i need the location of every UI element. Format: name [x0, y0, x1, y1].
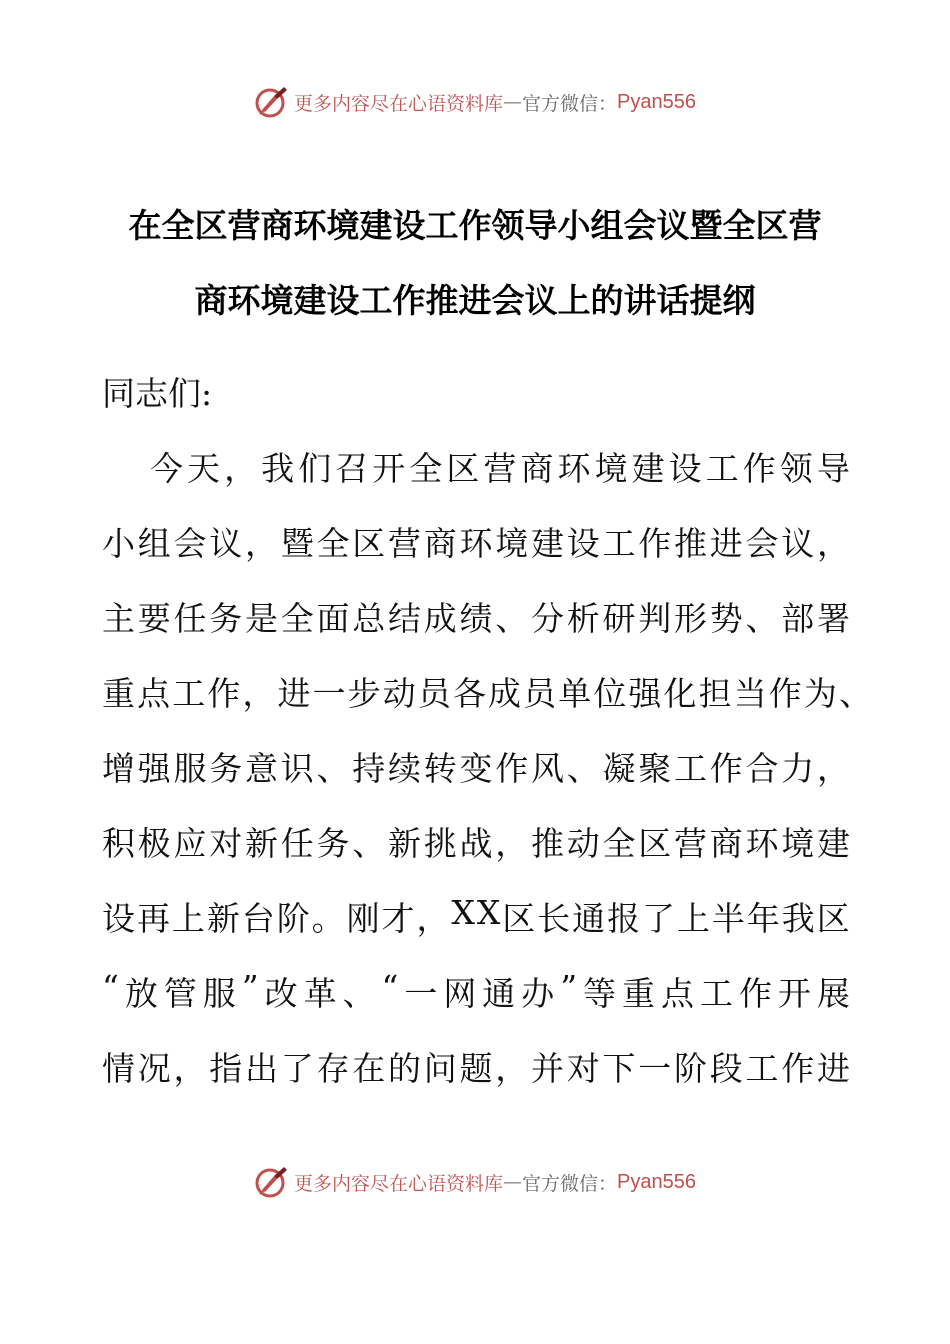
body-line: [102, 668, 872, 715]
document-title-line-1: 在全区营商环境建设工作领导小组会议暨全区营: [128, 206, 822, 245]
body-char: 上: [171, 899, 205, 938]
body-char: 情: [102, 1049, 135, 1088]
body-char: 建: [631, 449, 665, 488]
body-char: 变: [459, 749, 493, 788]
body-char: 长: [537, 899, 571, 938]
body-char: 设: [566, 524, 600, 563]
body-char: 务: [316, 824, 350, 863]
body-char: 重: [622, 974, 656, 1013]
body-char: 环: [745, 824, 779, 863]
body-char: 是: [245, 599, 278, 638]
body-char: 任: [173, 599, 207, 638]
body-line: [102, 518, 850, 565]
body-char: 动: [566, 824, 600, 863]
body-char: ，: [224, 449, 258, 488]
pen-logo-icon: [254, 84, 290, 120]
body-char: 半: [711, 899, 745, 938]
body-char: 风: [531, 749, 564, 788]
body-char: 阶: [276, 899, 310, 938]
body-char: 区: [502, 899, 536, 938]
body-char: 建: [531, 524, 564, 563]
body-char: 作: [495, 749, 529, 788]
body-char: ，: [242, 674, 276, 713]
body-char: 强: [628, 674, 662, 713]
body-char: 、: [566, 749, 600, 788]
body-char: 开: [777, 974, 811, 1013]
pen-logo-icon: [254, 1164, 290, 1200]
body-char: 务: [209, 749, 243, 788]
body-char: 积: [102, 824, 135, 863]
body-char: 况: [137, 1049, 171, 1088]
body-char: 动: [382, 674, 416, 713]
body-char: 任: [280, 824, 314, 863]
body-char: 工: [705, 449, 739, 488]
body-char: 、: [316, 749, 350, 788]
body-line: [102, 968, 850, 1015]
body-char: 问: [423, 1049, 457, 1088]
watermark-site-text: 更多内容尽在心语资料库: [294, 92, 504, 115]
body-char: 续: [388, 749, 421, 788]
body-char: 展: [816, 974, 850, 1013]
body-char: 单: [558, 674, 592, 713]
watermark-site-text: 更多内容尽在心语资料库: [294, 1172, 504, 1195]
body-char: 员: [523, 674, 557, 713]
body-char: 作: [207, 674, 241, 713]
body-char: 商: [709, 824, 743, 863]
body-line: [150, 443, 850, 490]
body-char: 设: [668, 449, 702, 488]
body-char: ，: [245, 524, 278, 563]
body-char: 、: [838, 674, 872, 713]
body-char: 新: [206, 899, 240, 938]
body-char: 们: [298, 449, 332, 488]
body-char: 区: [352, 524, 386, 563]
body-char: 新: [388, 824, 421, 863]
body-char: 合: [745, 749, 779, 788]
body-char: 进: [709, 524, 743, 563]
body-char: 重: [102, 674, 135, 713]
body-char: 开: [372, 449, 406, 488]
watermark-label: 官方微信：: [522, 1172, 618, 1195]
body-char: 工: [699, 974, 733, 1013]
body-char: 务: [209, 599, 243, 638]
body-char: X: [451, 893, 475, 932]
body-char: 全: [280, 599, 314, 638]
body-char: 力: [781, 749, 815, 788]
body-char: 极: [137, 824, 171, 863]
body-char: ，: [495, 824, 529, 863]
body-char: X: [476, 893, 501, 932]
body-char: ”: [560, 968, 578, 1007]
body-char: 署: [817, 599, 850, 638]
body-char: 研: [602, 599, 636, 638]
body-char: 全: [409, 449, 443, 488]
body-char: 放: [124, 974, 158, 1013]
body-char: 步: [347, 674, 381, 713]
body-char: 作: [738, 974, 772, 1013]
body-char: 部: [781, 599, 815, 638]
body-line: [102, 1043, 850, 1090]
body-char: “: [381, 968, 399, 1007]
body-char: 商: [520, 449, 554, 488]
body-char: 结: [388, 599, 421, 638]
body-char: 营: [674, 824, 707, 863]
body-char: 环: [557, 449, 591, 488]
body-char: 出: [245, 1049, 278, 1088]
body-char: 作: [742, 449, 776, 488]
body-char: ，: [817, 749, 850, 788]
body-char: 营: [388, 524, 421, 563]
body-char: 意: [245, 749, 278, 788]
body-char: 组: [137, 524, 171, 563]
body-char: 总: [352, 599, 386, 638]
body-char: 形: [674, 599, 707, 638]
body-char: ”: [241, 968, 259, 1007]
body-char: ，: [416, 899, 450, 938]
body-char: 势: [709, 599, 743, 638]
watermark-dash: —: [503, 91, 523, 113]
body-char: 了: [642, 899, 675, 938]
body-char: 刚: [346, 899, 380, 938]
body-char: 区: [638, 824, 672, 863]
body-char: 主: [102, 599, 135, 638]
body-char: 、: [342, 974, 376, 1013]
body-char: 推: [674, 524, 707, 563]
body-char: 持: [352, 749, 386, 788]
body-char: 各: [452, 674, 486, 713]
body-char: 导: [816, 449, 850, 488]
body-char: 、: [352, 824, 386, 863]
body-char: 、: [745, 599, 779, 638]
body-char: 应: [173, 824, 207, 863]
body-char: 凝: [602, 749, 636, 788]
body-char: 转: [423, 749, 457, 788]
body-char: 绩: [459, 599, 493, 638]
body-char: 改: [264, 974, 298, 1013]
body-char: 革: [303, 974, 337, 1013]
body-char: 挑: [423, 824, 457, 863]
body-char: 要: [137, 599, 171, 638]
body-char: 商: [423, 524, 457, 563]
body-char: 作: [781, 1049, 815, 1088]
body-char: 存: [316, 1049, 350, 1088]
body-char: 担: [698, 674, 732, 713]
body-char: 作: [709, 749, 743, 788]
body-char: 并: [531, 1049, 564, 1088]
body-char: 员: [417, 674, 451, 713]
salutation: 同志们:: [102, 374, 213, 413]
body-line: [102, 593, 850, 640]
body-char: 推: [531, 824, 564, 863]
body-char: 会: [173, 524, 207, 563]
body-char: 了: [280, 1049, 314, 1088]
header-watermark: [0, 82, 950, 122]
body-char: 区: [816, 899, 850, 938]
body-char: 判: [638, 599, 672, 638]
body-char: 进: [277, 674, 311, 713]
body-char: 召: [335, 449, 369, 488]
body-char: 办: [521, 974, 555, 1013]
footer-watermark: [0, 1162, 950, 1202]
body-char: 指: [209, 1049, 243, 1088]
body-char: 通: [572, 899, 606, 938]
body-char: 等: [583, 974, 617, 1013]
body-line: [102, 818, 850, 865]
body-char: 上: [676, 899, 710, 938]
body-char: 全: [602, 824, 636, 863]
watermark-label: 官方微信：: [522, 92, 618, 115]
body-char: 境: [495, 524, 529, 563]
body-char: 下: [602, 1049, 636, 1088]
body-char: 题: [459, 1049, 493, 1088]
body-char: ，: [817, 524, 850, 563]
body-char: 暨: [280, 524, 314, 563]
body-char: 对: [566, 1049, 600, 1088]
body-char: 服: [173, 749, 207, 788]
body-char: 区: [446, 449, 480, 488]
body-char: 设: [102, 899, 135, 938]
body-char: 环: [459, 524, 493, 563]
body-char: 在: [352, 1049, 386, 1088]
body-char: 战: [459, 824, 493, 863]
body-line: [102, 743, 850, 790]
body-char: 工: [172, 674, 206, 713]
body-char: 网: [443, 974, 477, 1013]
body-char: 建: [817, 824, 850, 863]
body-char: 析: [566, 599, 600, 638]
watermark-dash: —: [503, 1171, 523, 1193]
body-char: 今: [150, 449, 183, 488]
body-char: 成: [488, 674, 522, 713]
body-char: 天: [187, 449, 221, 488]
body-char: 一: [404, 974, 438, 1013]
body-char: ，: [495, 1049, 529, 1088]
body-char: 管: [163, 974, 197, 1013]
body-char: 进: [817, 1049, 850, 1088]
body-char: 再: [136, 899, 170, 938]
body-char: 报: [607, 899, 641, 938]
body-char: 对: [209, 824, 243, 863]
body-char: 台: [241, 899, 275, 938]
body-char: 点: [137, 674, 171, 713]
body-char: 年: [746, 899, 780, 938]
body-char: 面: [316, 599, 350, 638]
body-char: “: [102, 968, 119, 1007]
body-char: 的: [388, 1049, 421, 1088]
body-char: 增: [102, 749, 135, 788]
body-char: 工: [602, 524, 636, 563]
body-char: 位: [593, 674, 627, 713]
body-char: 境: [781, 824, 815, 863]
body-char: 、: [495, 599, 529, 638]
body-char: 一: [638, 1049, 672, 1088]
watermark-wechat-id: Pyan556: [617, 1170, 696, 1193]
body-char: 服: [202, 974, 236, 1013]
body-char: 阶: [674, 1049, 707, 1088]
body-char: 一: [312, 674, 346, 713]
body-char: 新: [245, 824, 278, 863]
body-char: 分: [531, 599, 564, 638]
body-char: 为: [803, 674, 837, 713]
body-char: ，: [173, 1049, 207, 1088]
body-char: 段: [709, 1049, 743, 1088]
body-char: 点: [661, 974, 694, 1013]
body-char: 工: [674, 749, 707, 788]
body-char: 我: [781, 899, 815, 938]
body-char: 议: [209, 524, 243, 563]
body-char: 营: [483, 449, 517, 488]
body-char: 聚: [638, 749, 672, 788]
body-char: 全: [316, 524, 350, 563]
body-char: 才: [381, 899, 415, 938]
body-char: 识: [280, 749, 314, 788]
body-char: 领: [779, 449, 813, 488]
body-char: 境: [594, 449, 628, 488]
body-char: 当: [733, 674, 767, 713]
body-char: 小: [102, 524, 135, 563]
body-char: 化: [663, 674, 697, 713]
body-char: 成: [423, 599, 457, 638]
watermark-wechat-id: Pyan556: [617, 90, 696, 113]
body-char: 通: [482, 974, 516, 1013]
body-char: 议: [781, 524, 815, 563]
document-title-line-2: 商环境建设工作推进会议上的讲话提纲: [194, 281, 756, 320]
body-char: 。: [311, 899, 345, 938]
body-char: 强: [137, 749, 171, 788]
body-char: 工: [745, 1049, 779, 1088]
body-char: 作: [638, 524, 672, 563]
body-char: 会: [745, 524, 779, 563]
body-char: 作: [768, 674, 802, 713]
body-line: [102, 893, 850, 940]
body-char: 我: [261, 449, 295, 488]
